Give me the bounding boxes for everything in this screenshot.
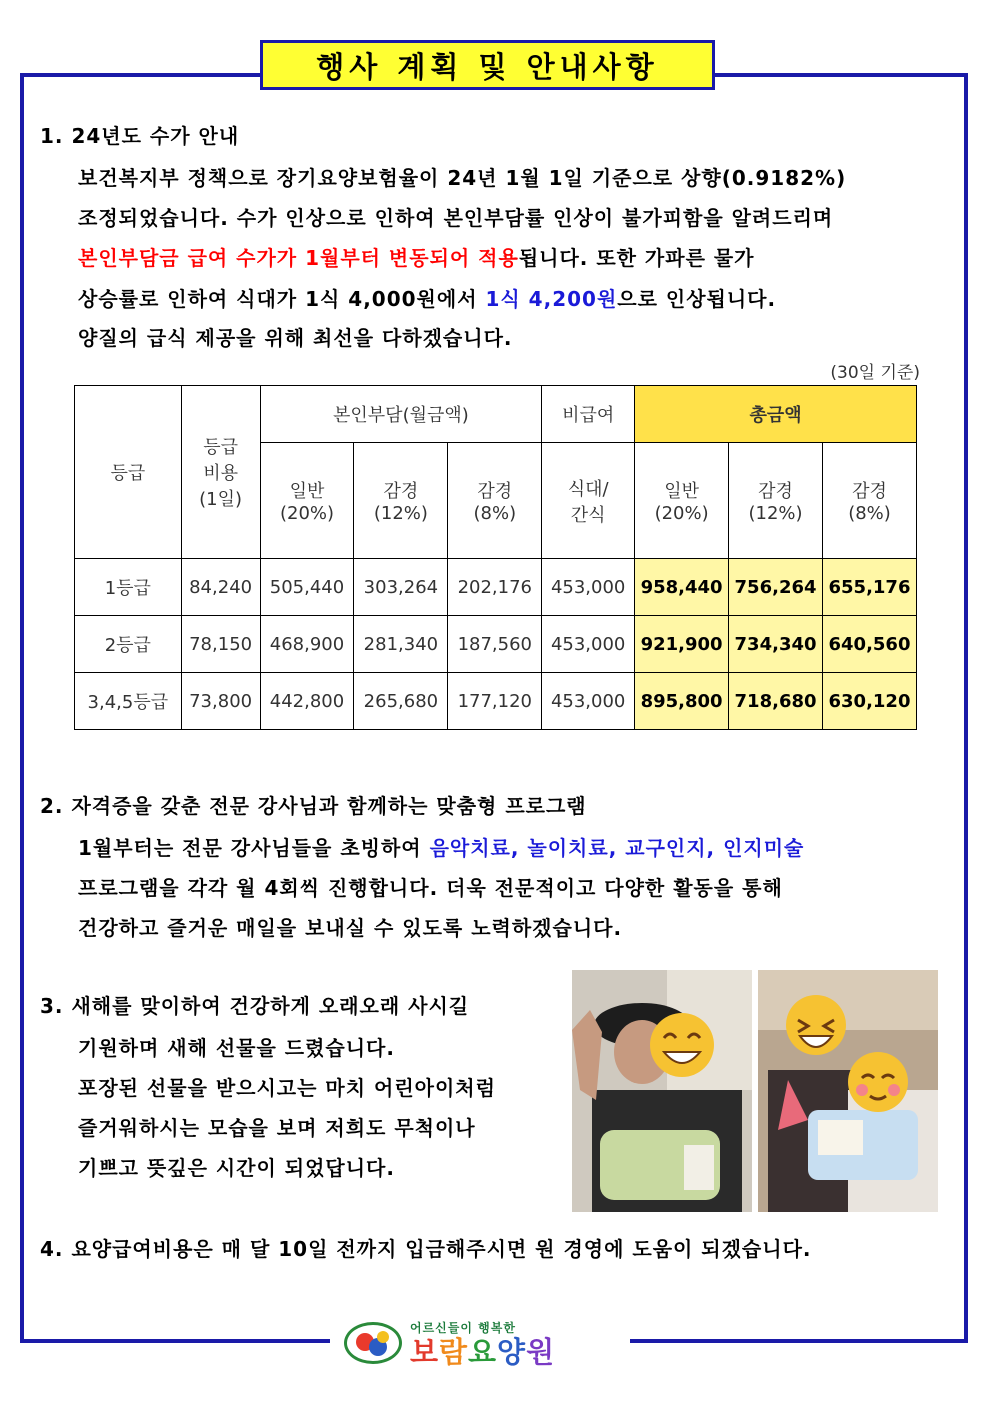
section3-line3: 즐거워하시는 모습을 보며 저희도 무척이나 [78,1116,476,1140]
self-reduced8-cell: 202,176 [448,559,542,616]
fee-change-highlight: 본인부담금 급여 수가가 1월부터 변동되어 적용 [78,246,519,270]
self-general-cell: 505,440 [260,559,354,616]
total-reduced8-cell: 655,176 [823,559,917,616]
total-reduced12-cell: 756,264 [729,559,823,616]
section2-line3: 건강하고 즐거운 매일을 보내실 수 있도록 노력하겠습니다. [78,916,623,940]
section1-line3 [78,242,755,271]
header-grade: 등급 [75,386,182,559]
total-general-cell: 958,440 [635,559,729,616]
total-reduced8-cell: 640,560 [823,616,917,673]
header-self-general: 일반 (20%) [260,443,354,559]
header-daily-cost: 등급 비용 (1일) [181,386,260,559]
daily-cost-cell: 84,240 [181,559,260,616]
daily-cost-cell: 73,800 [181,673,260,730]
header-non-benefit: 비급여 [542,386,635,443]
section1-heading: 1. 24년도 수가 안내 [40,124,240,148]
section1-line4-a: 상승률로 인하여 식대가 1식 4,000원에서 [78,287,486,311]
grade-cell: 2등급 [75,616,182,673]
total-general-cell: 895,800 [635,673,729,730]
daily-cost-cell: 78,150 [181,616,260,673]
total-reduced12-cell: 734,340 [729,616,823,673]
header-meal: 식대/ 간식 [542,443,635,559]
section2-line1-a: 1월부터는 전문 강사님들을 초빙하여 [78,836,430,860]
table-basis-note: (30일 기준) [830,363,920,383]
self-reduced12-cell: 303,264 [354,559,448,616]
table-row [75,559,917,616]
self-reduced12-cell: 281,340 [354,616,448,673]
section1-line3-rest: 됩니다. 또한 가파른 물가 [518,246,755,270]
header-total: 총금액 [635,386,917,443]
fee-table [74,385,917,730]
section1-line5: 양질의 급식 제공을 위해 최선을 다하겠습니다. [78,326,513,350]
meal-cell: 453,000 [542,673,635,730]
self-reduced8-cell: 177,120 [448,673,542,730]
section3-heading: 3. 새해를 맞이하여 건강하게 오래오래 사시길 [40,994,470,1018]
center-logo [330,1313,630,1373]
section3-line1: 기원하며 새해 선물을 드렸습니다. [78,1036,395,1060]
section1-line2: 조정되었습니다. 수가 인상으로 인하여 본인부담률 인상이 불가피함을 알려드리며 [78,206,834,230]
total-reduced8-cell: 630,120 [823,673,917,730]
grade-cell: 3,4,5등급 [75,673,182,730]
logo-mark-icon [344,1322,402,1364]
self-general-cell: 442,800 [260,673,354,730]
header-self-reduced8: 감경 (8%) [448,443,542,559]
header-self-reduced12: 감경 (12%) [354,443,448,559]
grade-cell: 1등급 [75,559,182,616]
self-reduced12-cell: 265,680 [354,673,448,730]
logo-name: 보람요양원 [410,1334,556,1369]
section2-line1 [78,832,804,861]
section1-line4 [78,283,776,312]
section3-line4: 기쁘고 뜻깊은 시간이 되었답니다. [78,1156,395,1180]
header-total-reduced12: 감경 (12%) [729,443,823,559]
section2-heading: 2. 자격증을 갖춘 전문 강사님과 함께하는 맞춤형 프로그램 [40,794,587,818]
header-total-reduced8: 감경 (8%) [823,443,917,559]
meal-cell: 453,000 [542,616,635,673]
section2-line2: 프로그램을 각각 월 4회씩 진행합니다. 더욱 전문적이고 다양한 활동을 통해 [78,876,783,900]
table-row [75,616,917,673]
total-general-cell: 921,900 [635,616,729,673]
header-total-general: 일반 (20%) [635,443,729,559]
meal-price-highlight: 1식 4,200원 [485,287,618,311]
header-self-pay: 본인부담(월금액) [260,386,542,443]
section1-line4-b: 으로 인상됩니다. [617,287,777,311]
meal-cell: 453,000 [542,559,635,616]
self-general-cell: 468,900 [260,616,354,673]
page-title: 행사 계획 및 안내사항 [260,40,715,90]
gift-photo-1 [572,970,752,1212]
section4-heading: 4. 요양급여비용은 매 달 10일 전까지 입금해주시면 원 경영에 도움이 되겠습니다. [40,1237,812,1261]
logo-subtitle: 어르신들이 행복한 [410,1320,516,1335]
table-row [75,673,917,730]
program-list-highlight: 음악치료, 놀이치료, 교구인지, 인지미술 [429,836,805,860]
total-reduced12-cell: 718,680 [729,673,823,730]
section3-line2: 포장된 선물을 받으시고는 마치 어린아이처럼 [78,1076,496,1100]
section1-line1: 보건복지부 정책으로 장기요양보험율이 24년 1월 1일 기준으로 상향(0.9182%) [78,166,847,190]
gift-photo-2 [758,970,938,1212]
self-reduced8-cell: 187,560 [448,616,542,673]
